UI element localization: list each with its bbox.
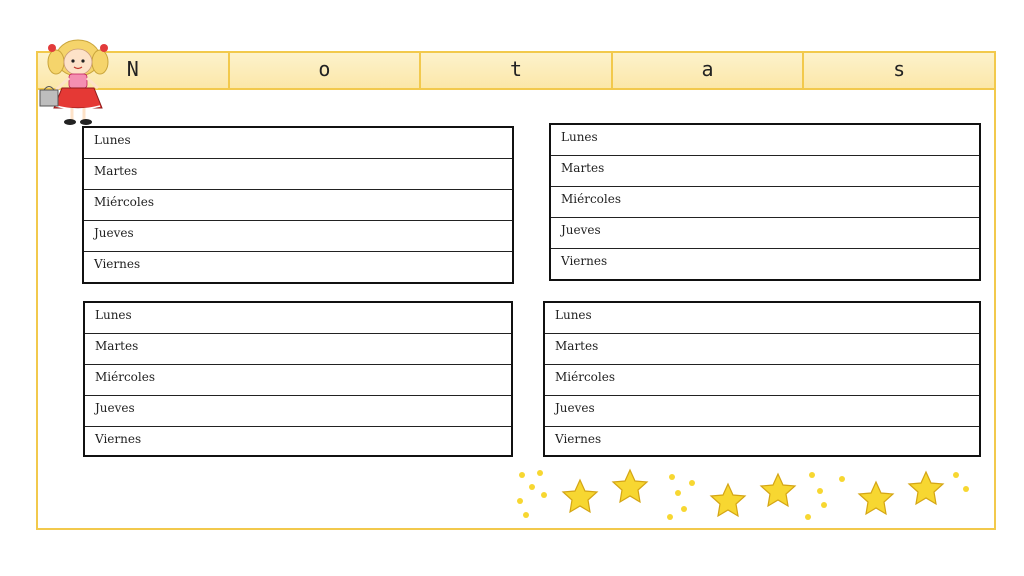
table-row: Jueves: [85, 396, 511, 427]
table-row: Miércoles: [551, 187, 979, 218]
table-row: Martes: [551, 156, 979, 187]
table-row: Martes: [84, 159, 512, 190]
table-row: Lunes: [84, 128, 512, 159]
table-row: Jueves: [551, 218, 979, 249]
table-row: Jueves: [545, 396, 979, 427]
table-row: Viernes: [561, 254, 608, 268]
table-row: Lunes: [551, 125, 979, 156]
notes-table-bottom-right: [543, 301, 981, 457]
table-row: Viernes: [94, 257, 141, 271]
header-letter: o: [230, 53, 422, 88]
table-row: Martes: [85, 334, 511, 365]
title-header: [36, 51, 996, 90]
table-row: Martes: [545, 334, 979, 365]
header-letter: s: [804, 53, 994, 88]
table-row: Jueves: [84, 221, 512, 252]
table-row: Lunes: [85, 303, 511, 334]
girl-illustration: [36, 36, 116, 128]
table-row: Miércoles: [85, 365, 511, 396]
table-row: Lunes: [545, 303, 979, 334]
table-row: Miércoles: [545, 365, 979, 396]
notes-table-top-left: [82, 126, 514, 284]
header-letter: a: [613, 53, 805, 88]
table-row: Viernes: [555, 432, 602, 446]
table-row: Miércoles: [84, 190, 512, 221]
notes-table-top-right: [549, 123, 981, 281]
stars-illustration: [512, 465, 972, 525]
table-row: Viernes: [95, 432, 142, 446]
header-letter: N: [38, 53, 230, 88]
notes-table-bottom-left: [83, 301, 513, 457]
header-letter: t: [421, 53, 613, 88]
